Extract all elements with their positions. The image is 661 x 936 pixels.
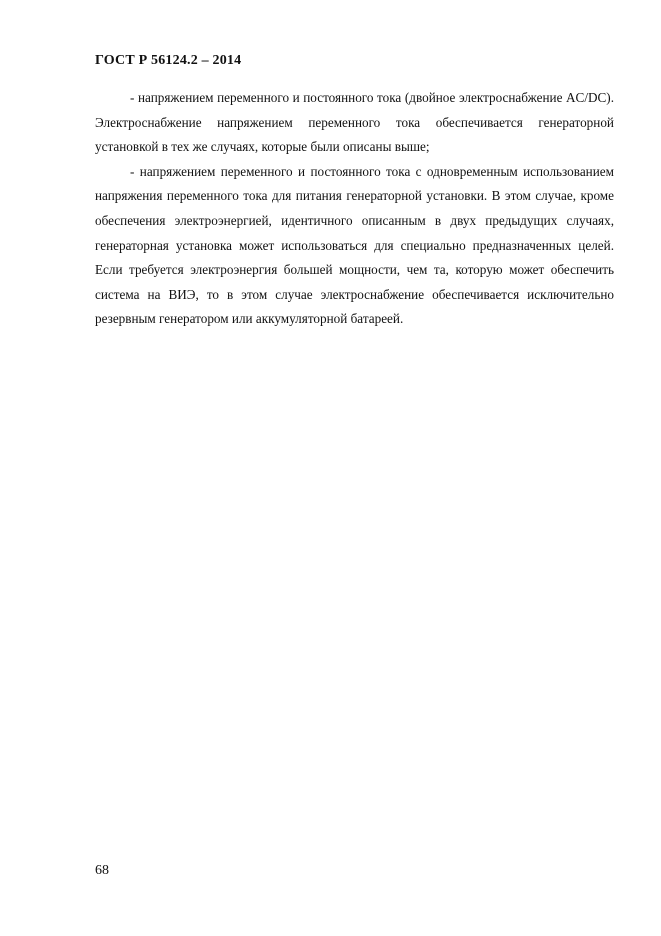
paragraph-ac-dc-generator-supply: - напряжением переменного и постоянного тока с одновременным использованием напряжения переменного тока для питания генераторной установки. В этом случае, кроме обеспечения электроэнергией, идентичного описанным в двух предыдущих случаях, генераторная установка может использоваться для специально предназначенных целей. Если требуется электроэнергия большей мощности, чем та, которую может обеспечить система на ВИЭ, то в этом случае электроснабжение обеспечивается исключительно резервным генератором или аккумуляторной батареей. [95,163,614,327]
document-header: ГОСТ Р 56124.2 – 2014 [95,53,242,68]
page-number: 68 [95,863,109,878]
document-body [95,86,614,332]
paragraph-ac-dc-supply: - напряжением переменного и постоянного тока (двойное электроснабжение AC/DC). Электроснабжение напряжением переменного тока обеспечивается генераторной установкой в тех же случаях, которые были описаны выше; [95,90,614,155]
